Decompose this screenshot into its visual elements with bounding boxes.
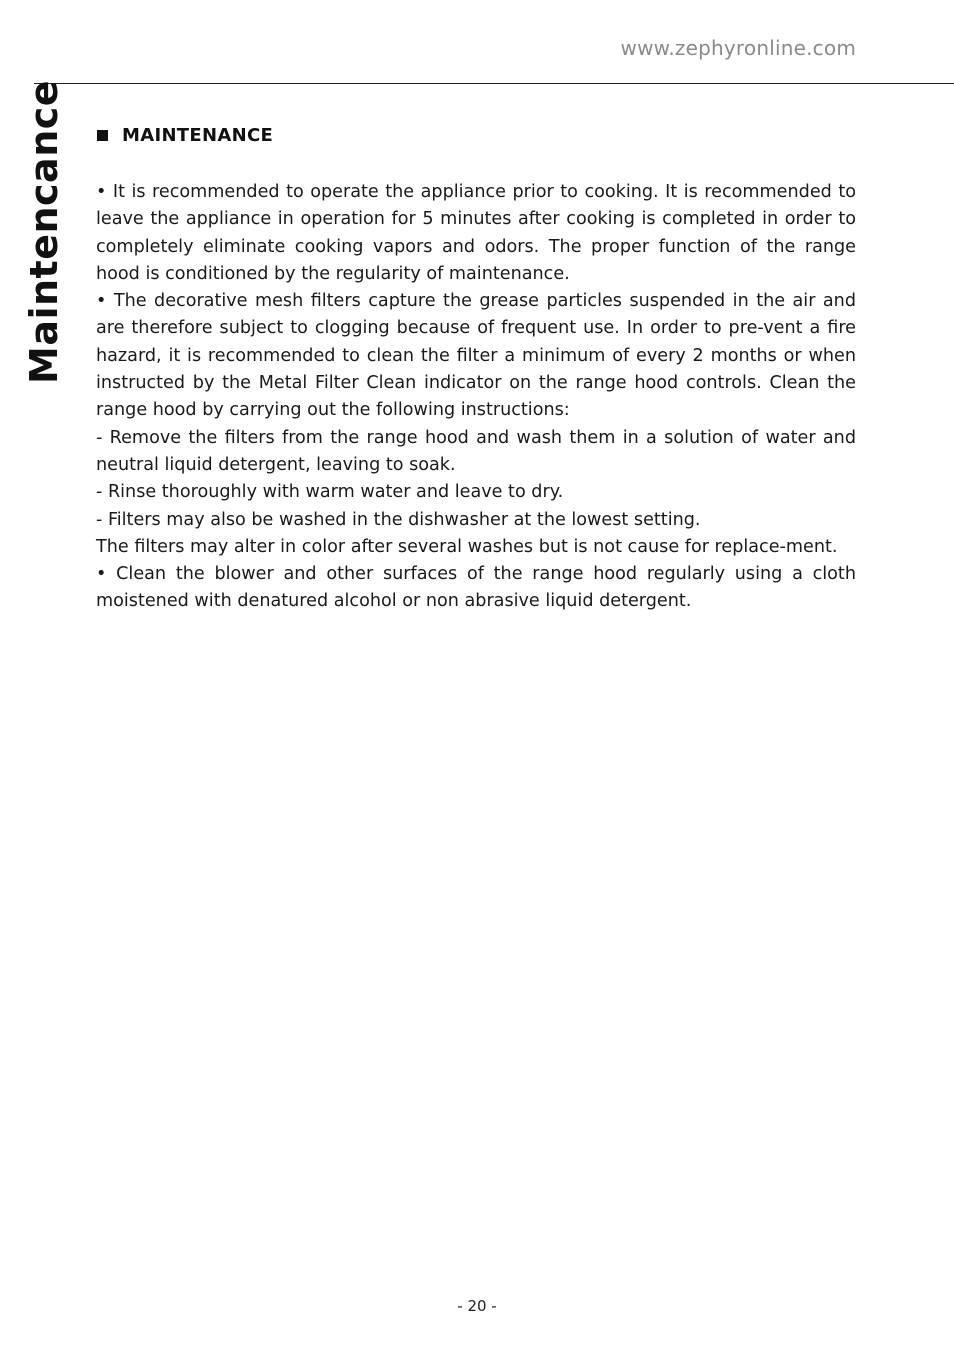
paragraph: - Rinse thoroughly with warm water and leave to dry. <box>96 482 564 503</box>
body-text <box>96 179 856 616</box>
section-heading <box>97 125 273 146</box>
page-number: - 20 - <box>457 1297 497 1315</box>
website-url: www.zephyronline.com <box>620 36 856 60</box>
header-divider <box>34 83 954 84</box>
paragraph: - Remove the filters from the range hood and wash them in a solution of water and neutral liquid detergent, leaving to soak. <box>96 427 856 475</box>
paragraph: • Clean the blower and other surfaces of the range hood regularly using a cloth moistened with denatured alcohol or non abrasive liquid detergent. <box>96 564 856 612</box>
paragraph: The filters may alter in color after several washes but is not cause for replace-ment. <box>96 536 838 557</box>
side-section-title: Maintencance <box>22 79 66 384</box>
paragraph: - Filters may also be washed in the dishwasher at the lowest setting. <box>96 509 701 530</box>
paragraph: • It is recommended to operate the appliance prior to cooking. It is recommended to leave the appliance in operation for 5 minutes after cooking is completed in order to completely eliminate cooking vapors and odors. The proper function of the range hood is conditioned by the regularity of maintenance. <box>96 182 856 284</box>
paragraph: • The decorative mesh filters capture the grease particles suspended in the air and are therefore subject to clogging because of frequent use. In order to pre-vent a fire hazard, it is recommended to clean the filter a minimum of every 2 months or when instructed by the Metal Filter Clean indicator on the range hood controls. Clean the range hood by carrying out the following instructions: <box>96 291 856 421</box>
section-title: MAINTENANCE <box>122 125 274 146</box>
square-bullet-icon <box>97 130 108 141</box>
